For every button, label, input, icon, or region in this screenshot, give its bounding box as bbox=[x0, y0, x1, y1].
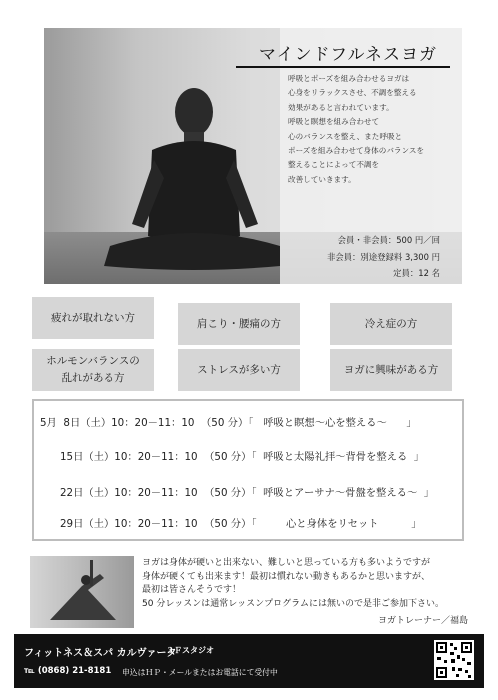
description-text: 呼吸とポーズを組み合わせるヨガは 心身をリラックスさせ、不調を整える 効果があると言われています。 呼吸と瞑想を組み合わせて 心のバランスを整え、また呼吸と ポーズを組み合わせて身体のバランスを 整えることによって不調を 改善していきます。 bbox=[288, 74, 425, 184]
footer-bar bbox=[14, 634, 484, 688]
fee-line-capacity: 定員：12 名 bbox=[393, 268, 440, 278]
fee-line-members: 会員・非会員：500 円／回 bbox=[337, 235, 440, 245]
message-line: 50 分レッスンは通常レッスンプログラムには無いので是非ご参加下さい。 bbox=[142, 598, 445, 609]
schedule-box bbox=[32, 399, 464, 541]
studio-location: ３Ｆスタジオ bbox=[166, 646, 214, 655]
tag-cold: 冷え症の方 bbox=[330, 303, 452, 345]
tag-shoulder-back: 肩こり・腰痛の方 bbox=[178, 303, 300, 345]
invitation-message bbox=[142, 557, 472, 611]
tag-interest: ヨガに興味がある方 bbox=[330, 349, 452, 391]
schedule-row: 15日（土）10：20－11：10 （50 分）「 呼吸と太陽礼拝～背骨を整える 」 bbox=[60, 451, 425, 463]
pose-figure-illustration bbox=[30, 556, 134, 628]
fee-info bbox=[304, 232, 440, 282]
tag-fatigue: 疲れが取れない方 bbox=[32, 297, 154, 339]
title-underline bbox=[236, 66, 450, 68]
schedule-row: 29日（土）10：20－11：10 （50 分）「 心と身体をリセット 」 bbox=[60, 518, 422, 530]
facility-name: フィットネス＆スパ カルヴァータ bbox=[24, 648, 177, 659]
page-title: マインドフルネスヨガ bbox=[259, 45, 437, 65]
message-line: ヨガは身体が硬いと出来ない、難しいと思っている方も多いようですが bbox=[142, 558, 431, 568]
fee-line-registration: 非会員：別途登録料 3,300 円 bbox=[326, 251, 440, 262]
phone-number: ℡ (0868) 21-8181 bbox=[24, 666, 112, 676]
schedule-row: 5月 8日（土）10：20－11：10 （50 分）「 呼吸と瞑想～心を整える～ 」 bbox=[40, 417, 417, 429]
trainer-signature: ヨガトレーナー／福島 bbox=[377, 616, 468, 626]
message-line: 身体が硬くても出来ます！最初は慣れない動きもあるかと思いますが、 bbox=[142, 571, 431, 582]
message-line: 最初は皆さんそうです！ bbox=[142, 585, 242, 596]
tag-hormone: ホルモンバランスの 乱れがある方 bbox=[32, 349, 154, 391]
qr-code-icon[interactable] bbox=[434, 640, 474, 680]
yoga-pose-photo bbox=[30, 556, 134, 628]
tag-stress: ストレスが多い方 bbox=[178, 349, 300, 391]
schedule-row: 22日（土）10：20－11：10 （50 分）「 呼吸とアーサナ～骨盤を整える～ 」 bbox=[60, 487, 435, 499]
application-note: 申込はＨＰ・メールまたはお電話にて受付中 bbox=[122, 668, 278, 677]
